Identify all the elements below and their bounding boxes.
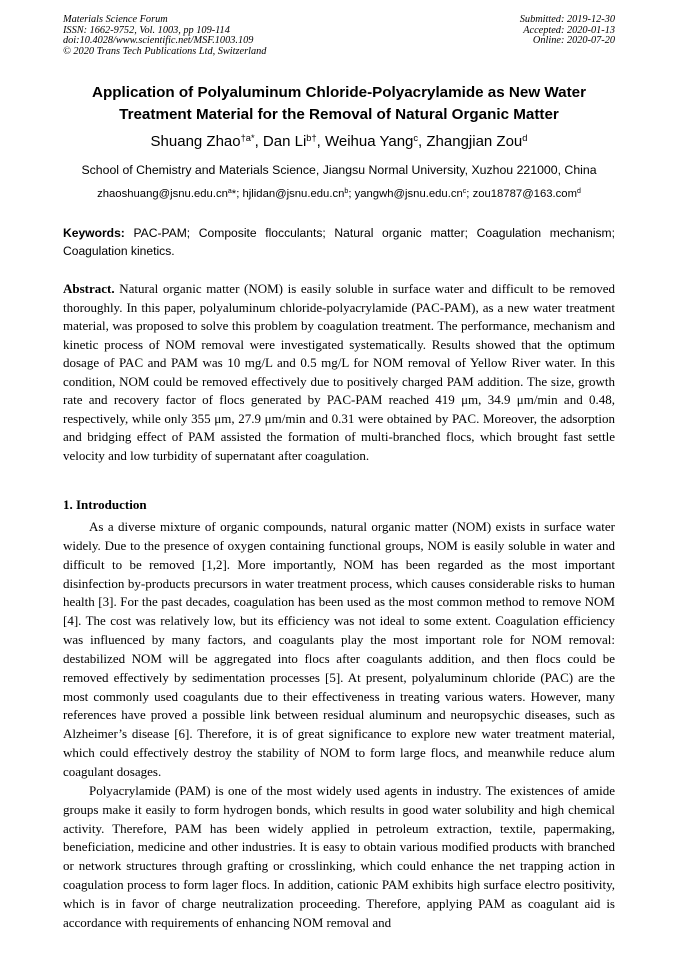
email-mark: c <box>462 188 467 196</box>
journal-doi: doi:10.4028/www.scientific.net/MSF.1003.109 <box>63 35 254 47</box>
date-accepted: Accepted: 2020-01-13 <box>523 24 615 36</box>
abstract-text: Natural organic matter (NOM) is easily soluble in surface water and difficult to be removed thoroughly. In this paper, polyaluminum chloride-polyacrylamide (PAC-PAM), as a new water treatment material, was proposed to solve this problem by coagulation treatment. The performance, mechanism and kinetic process of NOM removal were investigated systematically. Results showed that the optimum dosage of PAC and PAM was 10 mg/L and 0.5 mg/L for NOM removal of Yellow River water. In this condition, NOM could be removed effectively due to positively charged PAM addition. The size, growth rate and recovery factor of flocs generated by PAC-PAM reached 419 μm, 34.9 μm/min and 0.48, respectively, while only 355 μm, 27.9 μm/min and 0.31 were obtained by PAC. Moreover, the adsorption and bridging effect of PAM assisted the formation of multi-branched flocs, which brought fast settle velocity and low turbidity of supernatant after coagulation. <box>63 281 615 463</box>
email-address[interactable]: zhaoshuang@jsnu.edu.cn <box>97 188 228 200</box>
author-name: Zhangjian Zou <box>426 133 523 150</box>
section-heading: 1. Introduction <box>63 497 147 512</box>
author-separator: , <box>254 133 263 150</box>
email-mark: d <box>577 188 581 196</box>
author-mark: d <box>522 132 528 143</box>
title-line-2: Treatment Material for the Removal of Natural Organic Matter <box>119 106 559 123</box>
date-online: Online: 2020-07-20 <box>532 35 615 47</box>
keywords-text: PAC-PAM; Composite flocculants; Natural organic matter; Coagulation mechanism; Coagulation kinetics. <box>63 226 615 258</box>
paragraph: Polyacrylamide (PAM) is one of the most widely used agents in industry. The existences of amide groups make it easily to form hydrogen bonds, which results in good water solubility and high chemical activity. Therefore, PAM has been widely applied in petroleum extraction, textile, papermaking, beneficiation, medicine and other industries. It is easy to obtain various modified products with branched or network structures through grafting or crosslinking, which could enhance the net trapping action in coagulation process to form lager flocs. In addition, cationic PAM exhibits high surface electro positivity, which is in favor of charge neutralization proceeding. Therefore, applying PAM as coagulant aid is accordance with requirements of enhancing NOM removal and <box>63 782 615 930</box>
author-name: Dan Li <box>262 133 307 150</box>
author-mark: b† <box>306 132 317 143</box>
paragraph: As a diverse mixture of organic compounds, natural organic matter (NOM) exists in surface water widely. Due to the presence of oxygen containing functional groups, NOM is easily soluble in water and difficult to be removed [1,2]. More importantly, NOM has been regarded as the most important disinfection by-products precursors in water treatment process, which causes considerable risks to human health [3]. For the past decades, coagulation has been used as the most common method to remove NOM [4]. The cost was relatively low, but its efficiency was not ideal to some extent. Coagulation efficiency was influenced by many factors, and coagulants play the most important role for NOM removal: destabilized NOM will be aggregated into flocs after coagulants addition, and then flocs could be removed effectively by sedimentation processes [5]. At present, polyaluminum chloride (PAC) are the most commonly used coagulants due to their effectiveness in treating various waters. However, many references have proved a possible link between residual aluminum and neuropsychic diseases, such as Alzheimer’s disease [6]. Therefore, it is of great significance to explore new water treatment material, which could effectively destroy the stability of NOM to form large flocs, and meanwhile reduce alum coagulant dosages. <box>63 519 615 779</box>
title-line-1: Application of Polyaluminum Chloride-Polyacrylamide as New Water <box>92 84 586 101</box>
email-address[interactable]: yangwh@jsnu.edu.cn <box>354 188 463 200</box>
abstract <box>63 280 615 465</box>
author <box>325 133 426 150</box>
author <box>151 133 263 150</box>
author-separator: , <box>418 133 427 150</box>
email-separator: *; <box>231 188 243 200</box>
affiliation: School of Chemistry and Materials Science, Jiangsu Normal University, Xuzhou 221000, China <box>81 163 597 177</box>
paper-title <box>63 82 615 126</box>
author-separator: , <box>316 133 325 150</box>
author-mark: †a* <box>240 132 255 143</box>
email-list <box>63 186 615 202</box>
abstract-label: Abstract. <box>63 281 115 296</box>
author <box>426 133 527 150</box>
email-address[interactable]: zou18787@163.com <box>472 188 577 200</box>
email-address[interactable]: hjlidan@jsnu.edu.cn <box>242 188 345 200</box>
journal-issn: ISSN: 1662-9752, Vol. 1003, pp 109-114 <box>63 24 230 36</box>
journal-copyright: © 2020 Trans Tech Publications Ltd, Switzerland <box>63 46 267 58</box>
journal-name: Materials Science Forum <box>63 14 168 25</box>
author-list <box>63 132 615 152</box>
keywords <box>63 224 615 260</box>
keywords-label: Keywords: <box>63 226 125 240</box>
author-name: Weihua Yang <box>324 133 414 150</box>
publication-dates <box>520 15 615 47</box>
section-body <box>63 518 615 933</box>
author <box>263 133 325 150</box>
author-name: Shuang Zhao <box>150 133 241 150</box>
email-mark: a <box>227 188 232 196</box>
author-mark: c <box>413 132 419 143</box>
journal-info <box>63 15 266 58</box>
date-submitted: Submitted: 2019-12-30 <box>519 14 615 25</box>
email-separator: ; <box>348 188 355 200</box>
email-mark: b <box>344 188 349 196</box>
email-separator: ; <box>466 188 473 200</box>
